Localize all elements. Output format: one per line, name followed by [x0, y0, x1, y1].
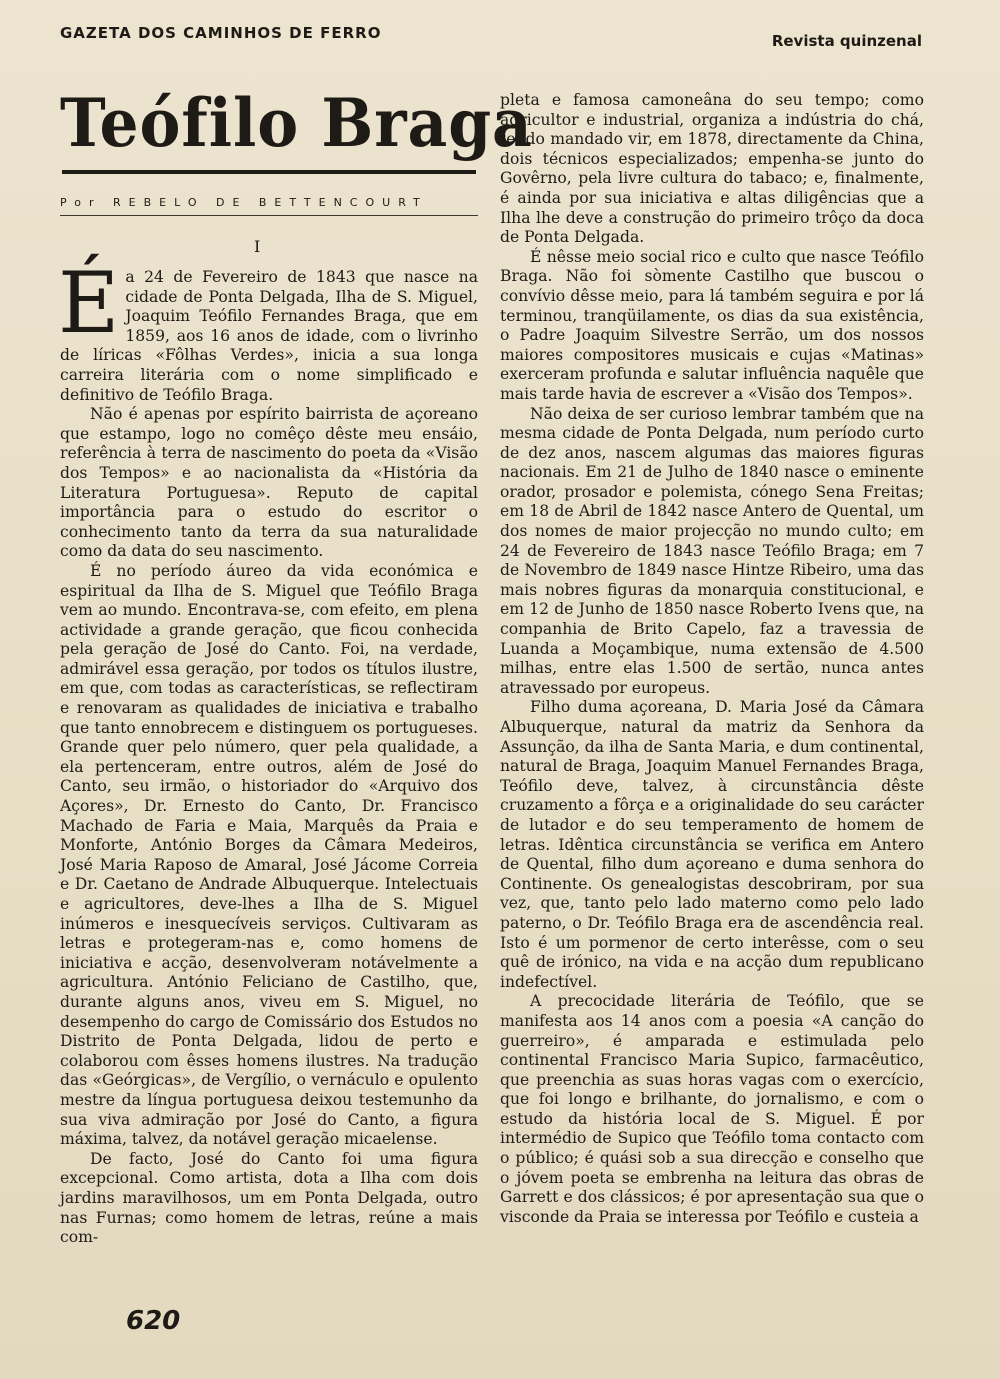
- paragraph: Não é apenas por espírito bairrista de açoreano que estampo, logo no comêço dêste meu ensáio, referência à terra de nascimento do poeta da «Visão dos Tempos» e ao nacionalista da «História da Literatura Portuguesa». Reputo de capital importância para o estudo do escritor o conhecimento tanto da terra da sua naturalidade como da data do seu nascimento.: [60, 405, 478, 561]
- paragraph: De facto, José do Canto foi uma figura excepcional. Como artista, dota a Ilha com dois jardins maravilhosos, um em Ponta Delgada, outro nas Furnas; como homem de letras, reúne a mais com-: [60, 1149, 478, 1247]
- right-column: [500, 91, 924, 1227]
- paragraph: É nêsse meio social rico e culto que nasce Teófilo Braga. Não foi sòmente Castilho que buscou o convívio dêsse meio, para lá também seguira e por lá terminou, tranqüilamente, os dias da sua existência, o Padre Joaquim Silvestre Serrão, um dos nossos maiores compositores musicais e cujas «Matinas» exerceram profunda e salutar influência naquêle que mais tarde havia de escrever a «Visão dos Tempos».: [500, 247, 924, 403]
- drop-cap: É: [58, 254, 120, 352]
- paragraph: É no período áureo da vida económica e espiritual da Ilha de S. Miguel que Teófilo Braga vem ao mundo. Encontrava-se, com efeito, em plena actividade a grande geração, que ficou conhecida pela geração de José do Canto. Foi, na verdade, admirável essa geração, por todos os títulos ilustre, em que, com todas as características, se reflectiram e renovaram as qualidades de iniciativa e trabalho que tanto ennobrecem e distinguem os portugueses. Grande quer pelo número, quer pela qualidade, a ela pertenceram, entre outros, além de José do Canto, seu irmão, o historiador do «Arquivo dos Açores», Dr. Ernesto do Canto, Dr. Francisco Machado de Faria e Maia, Marquês da Praia e Monforte, António Borges da Câmara Medeiros, José Maria Raposo de Amaral, José Jácome Correia e Dr. Caetano de Andrade Albuquerque. Intelectuais e agricultores, deve-lhes a Ilha de S. Miguel inúmeros e inesquecíveis serviços. Cultivaram as letras e protegeram-nas e, como homens de iniciativa e acção, desenvolveram notávelmente a agricultura. António Feliciano de Castilho, que, durante alguns anos, viveu em S. Miguel, no desempenho do cargo de Comissário dos Estudos no Distrito de Ponta Delgada, lidou de perto e colaborou com êsses homens ilustres. Na tradução das «Geórgicas», de Vergílio, o vernáculo e opulento mestre da língua portuguesa deixou testemunho da sua viva admiração por José do Canto, a figura máxima, talvez, da notável geração micaelense.: [60, 561, 478, 1149]
- paragraph: Filho duma açoreana, D. Maria José da Câmara Albuquerque, natural da matriz da Senhora da Assunção, da ilha de Santa Maria, e dum continental, natural de Braga, Joaquim Manuel Fernandes Braga, Teófilo deve, talvez, à circunstância dêste cruzamento a fôrça e a originalidade do seu carácter de lutador e do seu temperamento de homem de letras. Idêntica circunstância se verifica em Antero de Quental, filho dum açoreano e duma senhora do Continente. Os genealogistas descobriram, por sua vez, que, tanto pelo lado materno como pelo lado paterno, o Dr. Teófilo Braga era de ascendência real. Isto é um pormenor de certo interêsse, com o seu quê de irónico, na vida e na acção dum republicano indefectível.: [500, 698, 924, 991]
- paragraph-text: a 24 de Fevereiro de 1843 que nasce na cidade de Ponta Delgada, Ilha de S. Miguel, Joaquim Teófilo Fernandes Braga, que em 1859, aos 16 anos de idade, com o livrinho de líricas «Fôlhas Verdes», inicia a sua longa carreira literária com o nome simplificado e definitivo de Teófilo Braga.: [60, 268, 478, 404]
- byline-rule: [60, 215, 478, 216]
- page-number: 620: [126, 1306, 181, 1336]
- left-column: [58, 254, 478, 1248]
- paragraph: [58, 254, 478, 405]
- title-rule: [62, 170, 476, 174]
- paragraph: Não deixa de ser curioso lembrar também que na mesma cidade de Ponta Delgada, num período curto de dez anos, nascem algumas das maiores figuras nacionais. Em 21 de Julho de 1840 nasce o eminente orador, prosador e polemista, cónego Sena Freitas; em 18 de Abril de 1842 nasce Antero de Quental, um dos nomes de maior projecção no mundo culto; em 24 de Fevereiro de 1843 nasce Teófilo Braga; em 7 de Novembro de 1849 nasce Hintze Ribeiro, uma das mais nobres figuras da monarquia constitucional, e em 12 de Junho de 1850 nasce Roberto Ivens que, na companhia de Brito Capelo, faz a travessia de Luanda a Moçambique, numa extensão de 4.500 milhas, entre elas 1.500 de sertão, nunca antes atravessado por europeus.: [500, 404, 924, 697]
- article-title: Teófilo Braga: [60, 84, 533, 162]
- section-number: I: [254, 237, 261, 256]
- journal-header: GAZETA DOS CAMINHOS DE FERRO: [60, 24, 382, 42]
- paragraph: A precocidade literária de Teófilo, que se manifesta aos 14 anos com a poesia «A canção do guerreiro», é amparada e estimulada pelo continental Francisco Maria Supico, farmacêutico, que preenchia as suas horas vagas com o exercício, que foi longo e brilhante, do jornalismo, e com o estudo da história local de S. Miguel. É por intermédio de Supico que Teófilo toma contacto com o público; é quási sob a sua direcção e conselho que o jóvem poeta se embrenha na leitura das obras de Garrett e dos clássicos; é por apresentação sua que o visconde da Praia se interessa por Teófilo e custeia a: [500, 992, 924, 1226]
- paragraph-continuation: pleta e famosa camoneâna do seu tempo; como agricultor e industrial, organiza a indústria do chá, tendo mandado vir, em 1878, directamente da China, dois técnicos especializados; empenha-se junto do Govêrno, pela livre cultura do tabaco; e, finalmente, é ainda por sua iniciativa e altas diligências que a Ilha lhe deve a construção do primeiro trôço da doca de Ponta Delgada.: [500, 91, 924, 247]
- article-byline: Por REBELO DE BETTENCOURT: [60, 196, 428, 209]
- journal-subtitle: Revista quinzenal: [771, 32, 922, 50]
